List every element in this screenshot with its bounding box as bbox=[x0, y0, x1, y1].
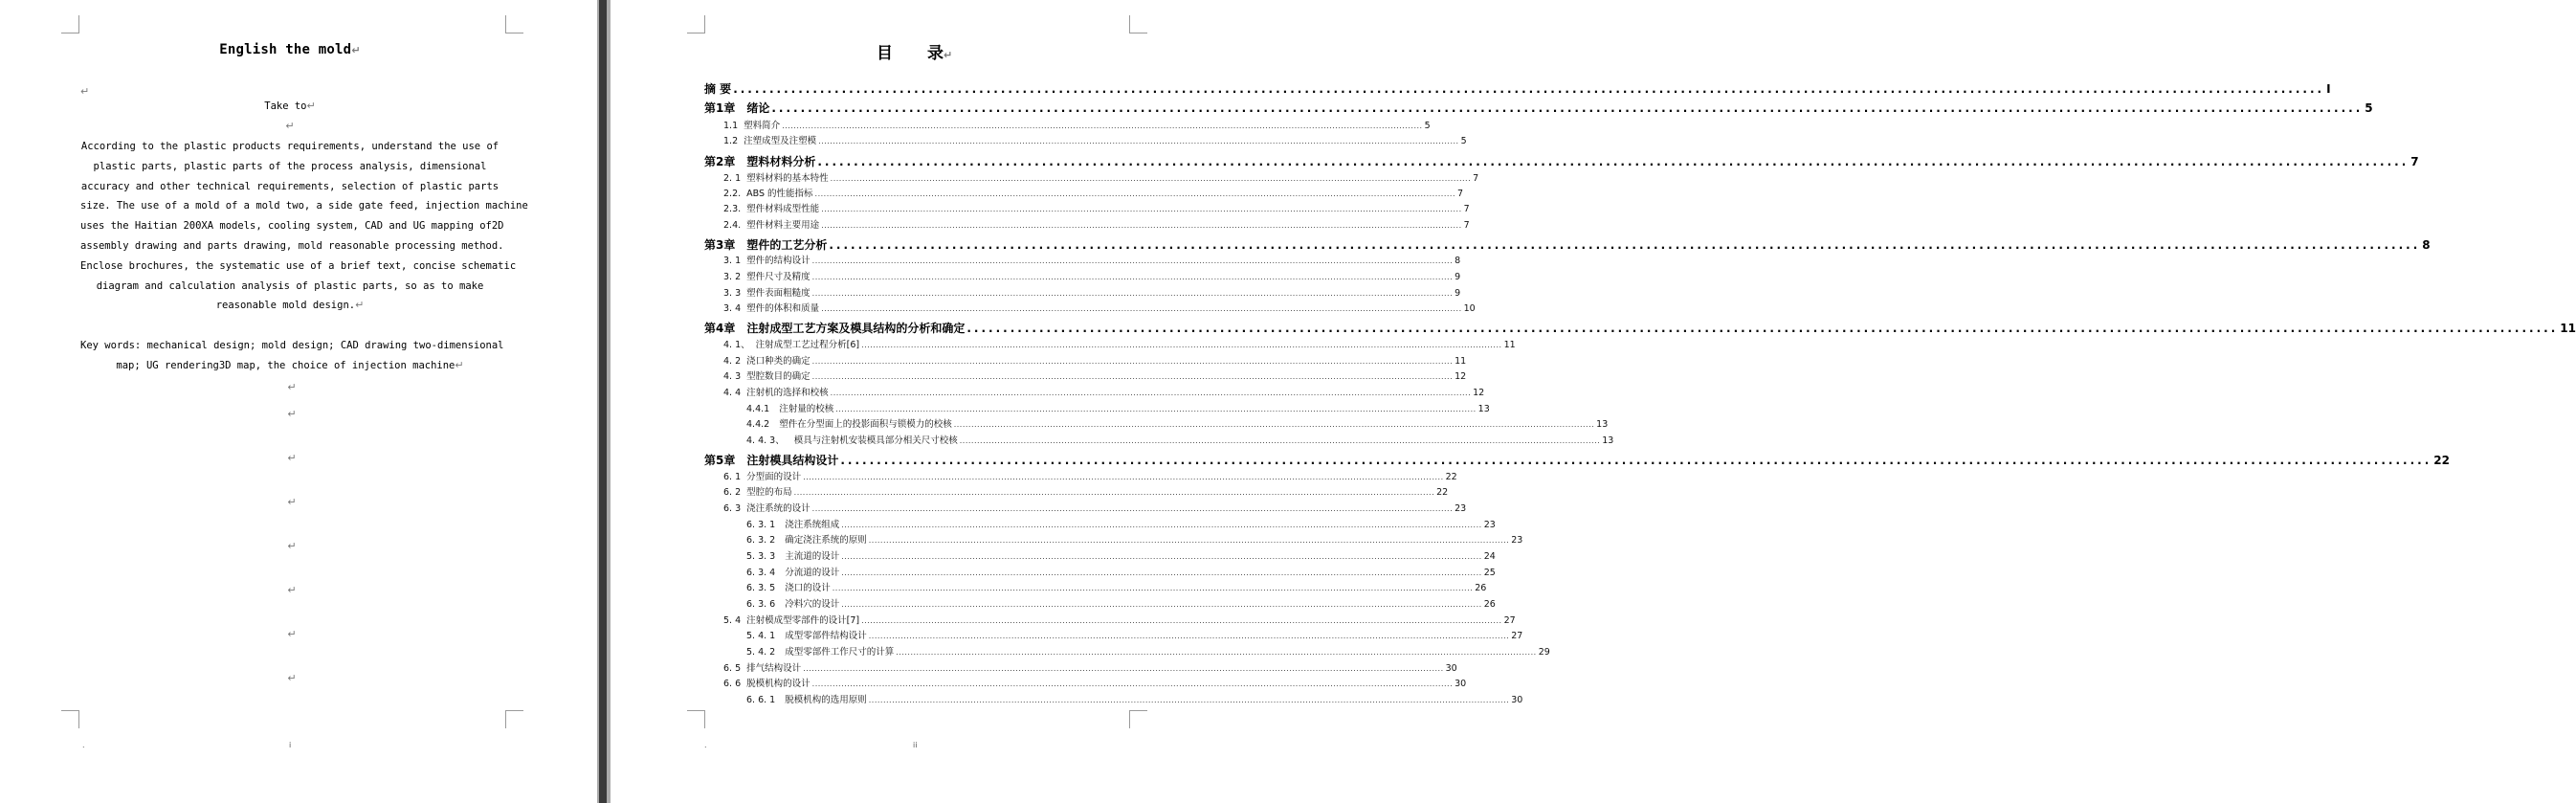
toc-entry-page: 12 bbox=[1455, 371, 1467, 382]
toc-dot-leader: ............................................................................................................................................................................................................................ bbox=[811, 257, 1454, 265]
crop-mark-top-right bbox=[1129, 15, 1147, 33]
toc-entry-number: 5. 4 bbox=[723, 615, 742, 626]
toc-entry-title: 塑件的工艺分析 bbox=[746, 238, 828, 252]
toc-entry-title: 塑件材料主要用途 bbox=[746, 220, 820, 231]
toc-entry-page: 26 bbox=[1475, 583, 1487, 593]
toc-entry-page: 22 bbox=[2433, 454, 2450, 467]
toc-entry-title: 注射模具结构设计 bbox=[746, 454, 839, 467]
toc-entry[interactable] bbox=[704, 453, 2450, 469]
toc-entry[interactable] bbox=[704, 100, 2373, 117]
toc-dot-leader: ............................................................................................................................................................................................................................ bbox=[821, 205, 1462, 213]
toc-entry-page: 22 bbox=[1436, 487, 1449, 498]
toc-entry[interactable] bbox=[746, 567, 1496, 580]
toc-entry-number: 摘 要 bbox=[704, 82, 732, 96]
toc-entry-page: 27 bbox=[1511, 631, 1523, 641]
page-number: ii bbox=[913, 741, 918, 749]
toc-entry[interactable] bbox=[746, 582, 1487, 595]
toc-entry-page: 11 bbox=[1455, 356, 1467, 367]
toc-entry-title: 浇口种类的确定 bbox=[746, 356, 811, 367]
toc-entry-number: 6. 3. 6 bbox=[746, 599, 776, 610]
toc-entry-title: 绪论 bbox=[746, 101, 770, 115]
toc-entry[interactable] bbox=[746, 630, 1523, 643]
toc-entry-number: 3. 2 bbox=[723, 272, 742, 282]
toc-entry-title: 塑件的体积和质量 bbox=[746, 303, 820, 314]
toc-entry-page: 30 bbox=[1511, 695, 1523, 705]
crop-mark-bottom-right bbox=[1129, 710, 1147, 728]
toc-entry-number: 6. 1 bbox=[723, 472, 742, 482]
toc-entry-page: 5 bbox=[1460, 136, 1467, 146]
toc-dot-leader: ............................................................................................................................................................................................................................ bbox=[861, 341, 1502, 349]
toc-entry-page: 11 bbox=[2560, 322, 2576, 335]
toc-entry-number: 6. 5 bbox=[723, 663, 742, 674]
toc-dot-leader: ............................................................................................................................................................................................................................ bbox=[830, 389, 1472, 397]
page-number: i bbox=[289, 741, 292, 749]
toc-entry-title: 模具与注射机安装模具部分相关尺寸校核 bbox=[793, 435, 958, 446]
toc-entry[interactable] bbox=[723, 287, 1461, 301]
toc-entry-number: 5. 4. 1 bbox=[746, 631, 776, 641]
toc-entry[interactable] bbox=[723, 370, 1467, 384]
toc-dot-leader: ............................................................................................................................................................................................................................ bbox=[966, 322, 2559, 335]
toc-entry[interactable] bbox=[723, 255, 1461, 268]
toc-entry[interactable] bbox=[723, 502, 1467, 516]
abstract_lines-line: accuracy and other technical requirements, selection of plastic parts bbox=[80, 180, 500, 192]
toc-entry[interactable] bbox=[723, 387, 1485, 400]
toc-entry-page: 13 bbox=[1596, 419, 1609, 430]
toc-entry-page: 24 bbox=[1483, 551, 1496, 562]
toc-entry-title: 脱模机构的选用原则 bbox=[785, 695, 867, 705]
toc-entry-number: 6. 2 bbox=[723, 487, 742, 498]
toc-entry[interactable] bbox=[746, 435, 1614, 448]
abstract-title: English the mold ↵ bbox=[80, 42, 500, 57]
toc-entry-page: 13 bbox=[1602, 435, 1614, 446]
toc-entry-title: 主流道的设计 bbox=[785, 551, 840, 562]
abstract_lines-line: size. The use of a mold of a mold two, a side gate feed, injection machine bbox=[80, 200, 528, 212]
toc-entry-title: 型腔的布局 bbox=[746, 487, 792, 498]
toc-entry-title: 注射成型工艺过程分析[6] bbox=[755, 340, 860, 350]
toc-entry-number: 4. 2 bbox=[723, 356, 742, 367]
toc-entry[interactable] bbox=[723, 120, 1431, 133]
crop-mark-bottom-left bbox=[61, 710, 79, 728]
abstract_lines-line: According to the plastic products requirements, understand the use of bbox=[80, 141, 500, 152]
toc-dot-leader: ............................................................................................................................................................................................................................ bbox=[811, 357, 1454, 366]
toc-entry-title: 成型零部件结构设计 bbox=[785, 631, 867, 641]
crop-mark-top-right bbox=[505, 15, 523, 33]
toc-entry[interactable] bbox=[723, 219, 1470, 233]
toc-entry-number: 3. 3 bbox=[723, 288, 742, 299]
abstract_lines-line: reasonable mold design. ↵ bbox=[80, 296, 500, 316]
toc-entry[interactable] bbox=[723, 662, 1457, 676]
toc-entry[interactable] bbox=[723, 486, 1449, 500]
toc-dot-leader: ............................................................................................................................................................................................................................ bbox=[841, 521, 1482, 529]
toc-entry-page: 30 bbox=[1445, 663, 1457, 674]
toc-entry-page: 11 bbox=[1503, 340, 1516, 350]
toc-dot-leader: ............................................................................................................................................................................................................................ bbox=[959, 436, 1601, 445]
toc-dot-leader: ............................................................................................................................................................................................................................ bbox=[818, 137, 1459, 145]
toc-entry-number: 1.1 bbox=[723, 121, 739, 131]
toc-dot-leader: ............................................................................................................................................................................................................................ bbox=[803, 664, 1444, 673]
toc-entry-page: I bbox=[2326, 82, 2331, 96]
toc-entry-title: 确定浇注系统的原则 bbox=[785, 535, 867, 546]
toc-entry[interactable] bbox=[704, 321, 2576, 337]
toc-entry-title: 分流道的设计 bbox=[785, 568, 840, 578]
toc-entry-number: 1.2 bbox=[723, 136, 739, 146]
abstract_lines-line: plastic parts, plastic parts of the process analysis, dimensional bbox=[93, 160, 487, 172]
toc-dot-leader: ............................................................................................................................................................................................................................ bbox=[830, 174, 1472, 183]
toc-entry-title: 成型零部件工作尺寸的计算 bbox=[785, 647, 895, 658]
toc-entry-title: 塑料简介 bbox=[744, 121, 781, 131]
toc-dot-leader: ............................................................................................................................................................................................................................ bbox=[953, 420, 1595, 429]
crop-mark-bottom-left bbox=[687, 710, 705, 728]
toc-entry-title: 塑料材料分析 bbox=[746, 155, 816, 168]
toc-entry-title: 塑件尺寸及精度 bbox=[746, 272, 811, 282]
toc-entry-number: 第5章 bbox=[704, 454, 736, 467]
toc-entry-page: 13 bbox=[1477, 404, 1490, 414]
toc-dot-leader: ............................................................................................................................................................................................................................ bbox=[793, 488, 1435, 497]
toc-entry-number: 5. 4. 2 bbox=[746, 647, 776, 658]
toc-entry[interactable] bbox=[704, 237, 2431, 254]
toc-dot-leader: ............................................................................................................................................................................................................................ bbox=[771, 101, 2364, 115]
toc-dot-leader: ............................................................................................................................................................................................................................ bbox=[817, 155, 2409, 168]
toc-entry-number: 4. 1、 bbox=[723, 340, 750, 350]
toc-dot-leader: ............................................................................................................................................................................................................................ bbox=[835, 405, 1477, 413]
keywords-paragraph bbox=[80, 336, 504, 376]
toc-entry-page: 10 bbox=[1463, 303, 1476, 314]
toc-entry-page: 25 bbox=[1483, 568, 1496, 578]
abstract_lines-line: assembly drawing and parts drawing, mold reasonable processing method. bbox=[80, 239, 504, 252]
toc-entry-number: 6. 3 bbox=[723, 503, 742, 514]
toc-entry-number: 6. 3. 4 bbox=[746, 568, 776, 578]
toc-entry[interactable] bbox=[723, 302, 1476, 316]
toc-entry[interactable] bbox=[746, 598, 1496, 612]
toc-dot-leader: ............................................................................................................................................................................................................................ bbox=[733, 82, 2325, 96]
page-divider bbox=[597, 0, 611, 803]
toc-entry-page: 9 bbox=[1455, 272, 1461, 282]
toc-dot-leader: ............................................................................................................................................................................................................................ bbox=[841, 552, 1482, 561]
toc-entry-number: 2.4. bbox=[723, 220, 742, 231]
toc-entry-number: 2.2. bbox=[723, 189, 742, 199]
toc-entry[interactable] bbox=[723, 678, 1467, 691]
toc-entry[interactable] bbox=[746, 550, 1496, 564]
toc-entry-page: 5 bbox=[1424, 121, 1431, 131]
toc-entry[interactable] bbox=[723, 135, 1467, 148]
toc-dot-leader: ............................................................................................................................................................................................................................ bbox=[896, 648, 1537, 657]
toc-entry-number: 第3章 bbox=[704, 238, 736, 252]
toc-entry-title: 冷料穴的设计 bbox=[785, 599, 840, 610]
keywords_lines-line: map; UG rendering3D map, the choice of injection machine ↵ bbox=[80, 356, 500, 376]
toc-dot-leader: ............................................................................................................................................................................................................................ bbox=[821, 304, 1462, 313]
toc-entry-title: 浇口的设计 bbox=[785, 583, 831, 593]
toc-entry[interactable] bbox=[704, 81, 2331, 98]
keywords_lines-line: Key words: mechanical design; mold design; CAD drawing two-dimensional bbox=[80, 340, 504, 351]
toc-entry[interactable] bbox=[723, 188, 1464, 201]
toc-entry-page: 30 bbox=[1455, 679, 1467, 689]
toc-dot-leader: ............................................................................................................................................................................................................................ bbox=[811, 273, 1454, 281]
toc-entry-page: 22 bbox=[1445, 472, 1457, 482]
toc-dot-leader: ............................................................................................................................................................................................................................ bbox=[840, 454, 2432, 467]
toc-dot-leader: ............................................................................................................................................................................................................................ bbox=[803, 473, 1444, 481]
toc-entry-page: 23 bbox=[1483, 520, 1496, 530]
toc-entry-number: 6. 3. 2 bbox=[746, 535, 776, 546]
toc-entry-title: 排气结构设计 bbox=[746, 663, 802, 674]
toc-entry-number: 第1章 bbox=[704, 101, 736, 115]
toc-entry-page: 9 bbox=[1455, 288, 1461, 299]
toc-dot-leader: ............................................................................................................................................................................................................................ bbox=[821, 221, 1462, 230]
toc-entry-page: 8 bbox=[2422, 238, 2431, 252]
toc-title: 目 录 ↵ bbox=[877, 39, 952, 63]
crop-mark-top-left bbox=[687, 15, 705, 33]
toc-dot-leader: ............................................................................................................................................................................................................................ bbox=[782, 122, 1423, 130]
toc-entry[interactable] bbox=[723, 471, 1457, 484]
toc-entry-number: 4. 3 bbox=[723, 371, 742, 382]
toc-entry-title: 注射成型工艺方案及模具结构的分析和确定 bbox=[746, 322, 966, 335]
toc-entry-page: 29 bbox=[1538, 647, 1550, 658]
toc-entry-title: 注射机的选择和校核 bbox=[746, 388, 829, 398]
take-to-line: Take to ↵ ↵ bbox=[80, 97, 500, 137]
toc-dot-leader: ............................................................................................................................................................................................................................ bbox=[811, 680, 1454, 688]
toc-entry-number: 3. 1 bbox=[723, 256, 742, 266]
toc-dot-leader: ............................................................................................................................................................................................................................ bbox=[811, 289, 1454, 298]
toc-entry-title: 脱模机构的设计 bbox=[746, 679, 811, 689]
toc-entry-number: 第4章 bbox=[704, 322, 736, 335]
toc-entry-title: 浇注系统组成 bbox=[785, 520, 840, 530]
toc-entry-number: 2.3. bbox=[723, 204, 742, 214]
toc-entry-title: 塑料材料的基本特性 bbox=[746, 173, 829, 184]
toc-entry[interactable] bbox=[746, 403, 1490, 416]
toc-entry[interactable] bbox=[723, 271, 1461, 284]
toc-entry-page: 8 bbox=[1455, 256, 1461, 266]
toc-dot-leader: ............................................................................................................................................................................................................................ bbox=[841, 569, 1482, 577]
toc-entry-page: 23 bbox=[1511, 535, 1523, 546]
table-of-contents-page bbox=[611, 0, 2576, 803]
toc-entry-number: 第2章 bbox=[704, 155, 736, 168]
toc-entry[interactable] bbox=[723, 172, 1479, 186]
toc-dot-leader: ............................................................................................................................................................................................................................ bbox=[841, 600, 1482, 609]
abstract-paragraph bbox=[80, 137, 528, 316]
toc-entry-number: 4. 4. 3、 bbox=[746, 435, 785, 446]
toc-entry-number: 4. 4 bbox=[723, 388, 742, 398]
toc-entry-number: 5. 3. 3 bbox=[746, 551, 776, 562]
toc-entry-title: 塑件在分型面上的投影面积与锁模力的校核 bbox=[779, 419, 952, 430]
toc-dot-leader: ............................................................................................................................................................................................................................ bbox=[868, 696, 1510, 704]
toc-entry-title: 注射量的校核 bbox=[779, 404, 834, 414]
toc-entry-page: 12 bbox=[1473, 388, 1485, 398]
toc-entry[interactable] bbox=[723, 355, 1467, 368]
toc-entry[interactable] bbox=[723, 614, 1516, 628]
toc-entry-page: 7 bbox=[1463, 220, 1470, 231]
toc-entry-title: 塑件表面粗糙度 bbox=[746, 288, 811, 299]
toc-entry-title: 分型面的设计 bbox=[746, 472, 802, 482]
toc-entry-page: 7 bbox=[1457, 189, 1464, 199]
toc-entry[interactable] bbox=[746, 646, 1550, 659]
english-abstract-page bbox=[0, 0, 597, 803]
toc-entry[interactable] bbox=[723, 203, 1470, 216]
toc-entry-page: 7 bbox=[1473, 173, 1479, 184]
toc-dot-leader: ............................................................................................................................................................................................................................ bbox=[814, 190, 1455, 198]
toc-entry-page: 27 bbox=[1503, 615, 1516, 626]
toc-entry-number: 6. 3. 1 bbox=[746, 520, 776, 530]
toc-entry[interactable] bbox=[723, 339, 1516, 352]
toc-entry[interactable] bbox=[746, 418, 1609, 432]
toc-entry-title: 注射模成型零部件的设计[7] bbox=[746, 615, 860, 626]
toc-entry-title: 型腔数目的确定 bbox=[746, 371, 811, 382]
toc-entry[interactable] bbox=[746, 694, 1523, 707]
crop-mark-bottom-right bbox=[505, 710, 523, 728]
toc-dot-leader: ............................................................................................................................................................................................................................ bbox=[829, 238, 2421, 252]
toc-entry-title: 浇注系统的设计 bbox=[746, 503, 811, 514]
toc-dot-leader: ............................................................................................................................................................................................................................ bbox=[832, 584, 1474, 592]
toc-entry-title: 塑件的结构设计 bbox=[746, 256, 811, 266]
toc-entry[interactable] bbox=[704, 154, 2419, 170]
toc-dot-leader: ............................................................................................................................................................................................................................ bbox=[811, 504, 1454, 513]
toc-entry-number: 4.4.2 bbox=[746, 419, 770, 430]
abstract_lines-line: Enclose brochures, the systematic use of a brief text, concise schematic bbox=[80, 259, 517, 272]
toc-entry-title: ABS 的性能指标 bbox=[746, 189, 813, 199]
toc-dot-leader: ............................................................................................................................................................................................................................ bbox=[811, 372, 1454, 381]
toc-entry-number: 6. 3. 5 bbox=[746, 583, 776, 593]
toc-entry-number: 6. 6. 1 bbox=[746, 695, 776, 705]
toc-entry-number: 3. 4 bbox=[723, 303, 742, 314]
toc-entry-number: 6. 6 bbox=[723, 679, 742, 689]
abstract_lines-line: uses the Haitian 200XA models, cooling system, CAD and UG mapping of2D bbox=[80, 220, 504, 233]
toc-entry[interactable] bbox=[746, 519, 1496, 532]
toc-entry-page: 26 bbox=[1483, 599, 1496, 610]
toc-entry-number: 2. 1 bbox=[723, 173, 742, 184]
toc-entry-page: 23 bbox=[1455, 503, 1467, 514]
crop-mark-top-left bbox=[61, 15, 79, 33]
toc-entry-number: 4.4.1 bbox=[746, 404, 770, 414]
toc-entry-page: 5 bbox=[2365, 101, 2373, 115]
toc-entry[interactable] bbox=[746, 534, 1523, 547]
toc-entry-title: 塑件材料成型性能 bbox=[746, 204, 820, 214]
toc-dot-leader: ............................................................................................................................................................................................................................ bbox=[868, 632, 1510, 640]
abstract_lines-line: diagram and calculation analysis of plastic parts, so as to make bbox=[96, 279, 484, 292]
toc-dot-leader: ............................................................................................................................................................................................................................ bbox=[868, 536, 1510, 545]
toc-entry-page: 7 bbox=[1463, 204, 1470, 214]
footer-mark: . bbox=[82, 741, 85, 749]
footer-mark: . bbox=[704, 741, 707, 749]
toc-entry-title: 注塑成型及注塑模 bbox=[744, 136, 817, 146]
toc-entry-page: 7 bbox=[2410, 155, 2419, 168]
toc-dot-leader: ............................................................................................................................................................................................................................ bbox=[861, 616, 1502, 625]
